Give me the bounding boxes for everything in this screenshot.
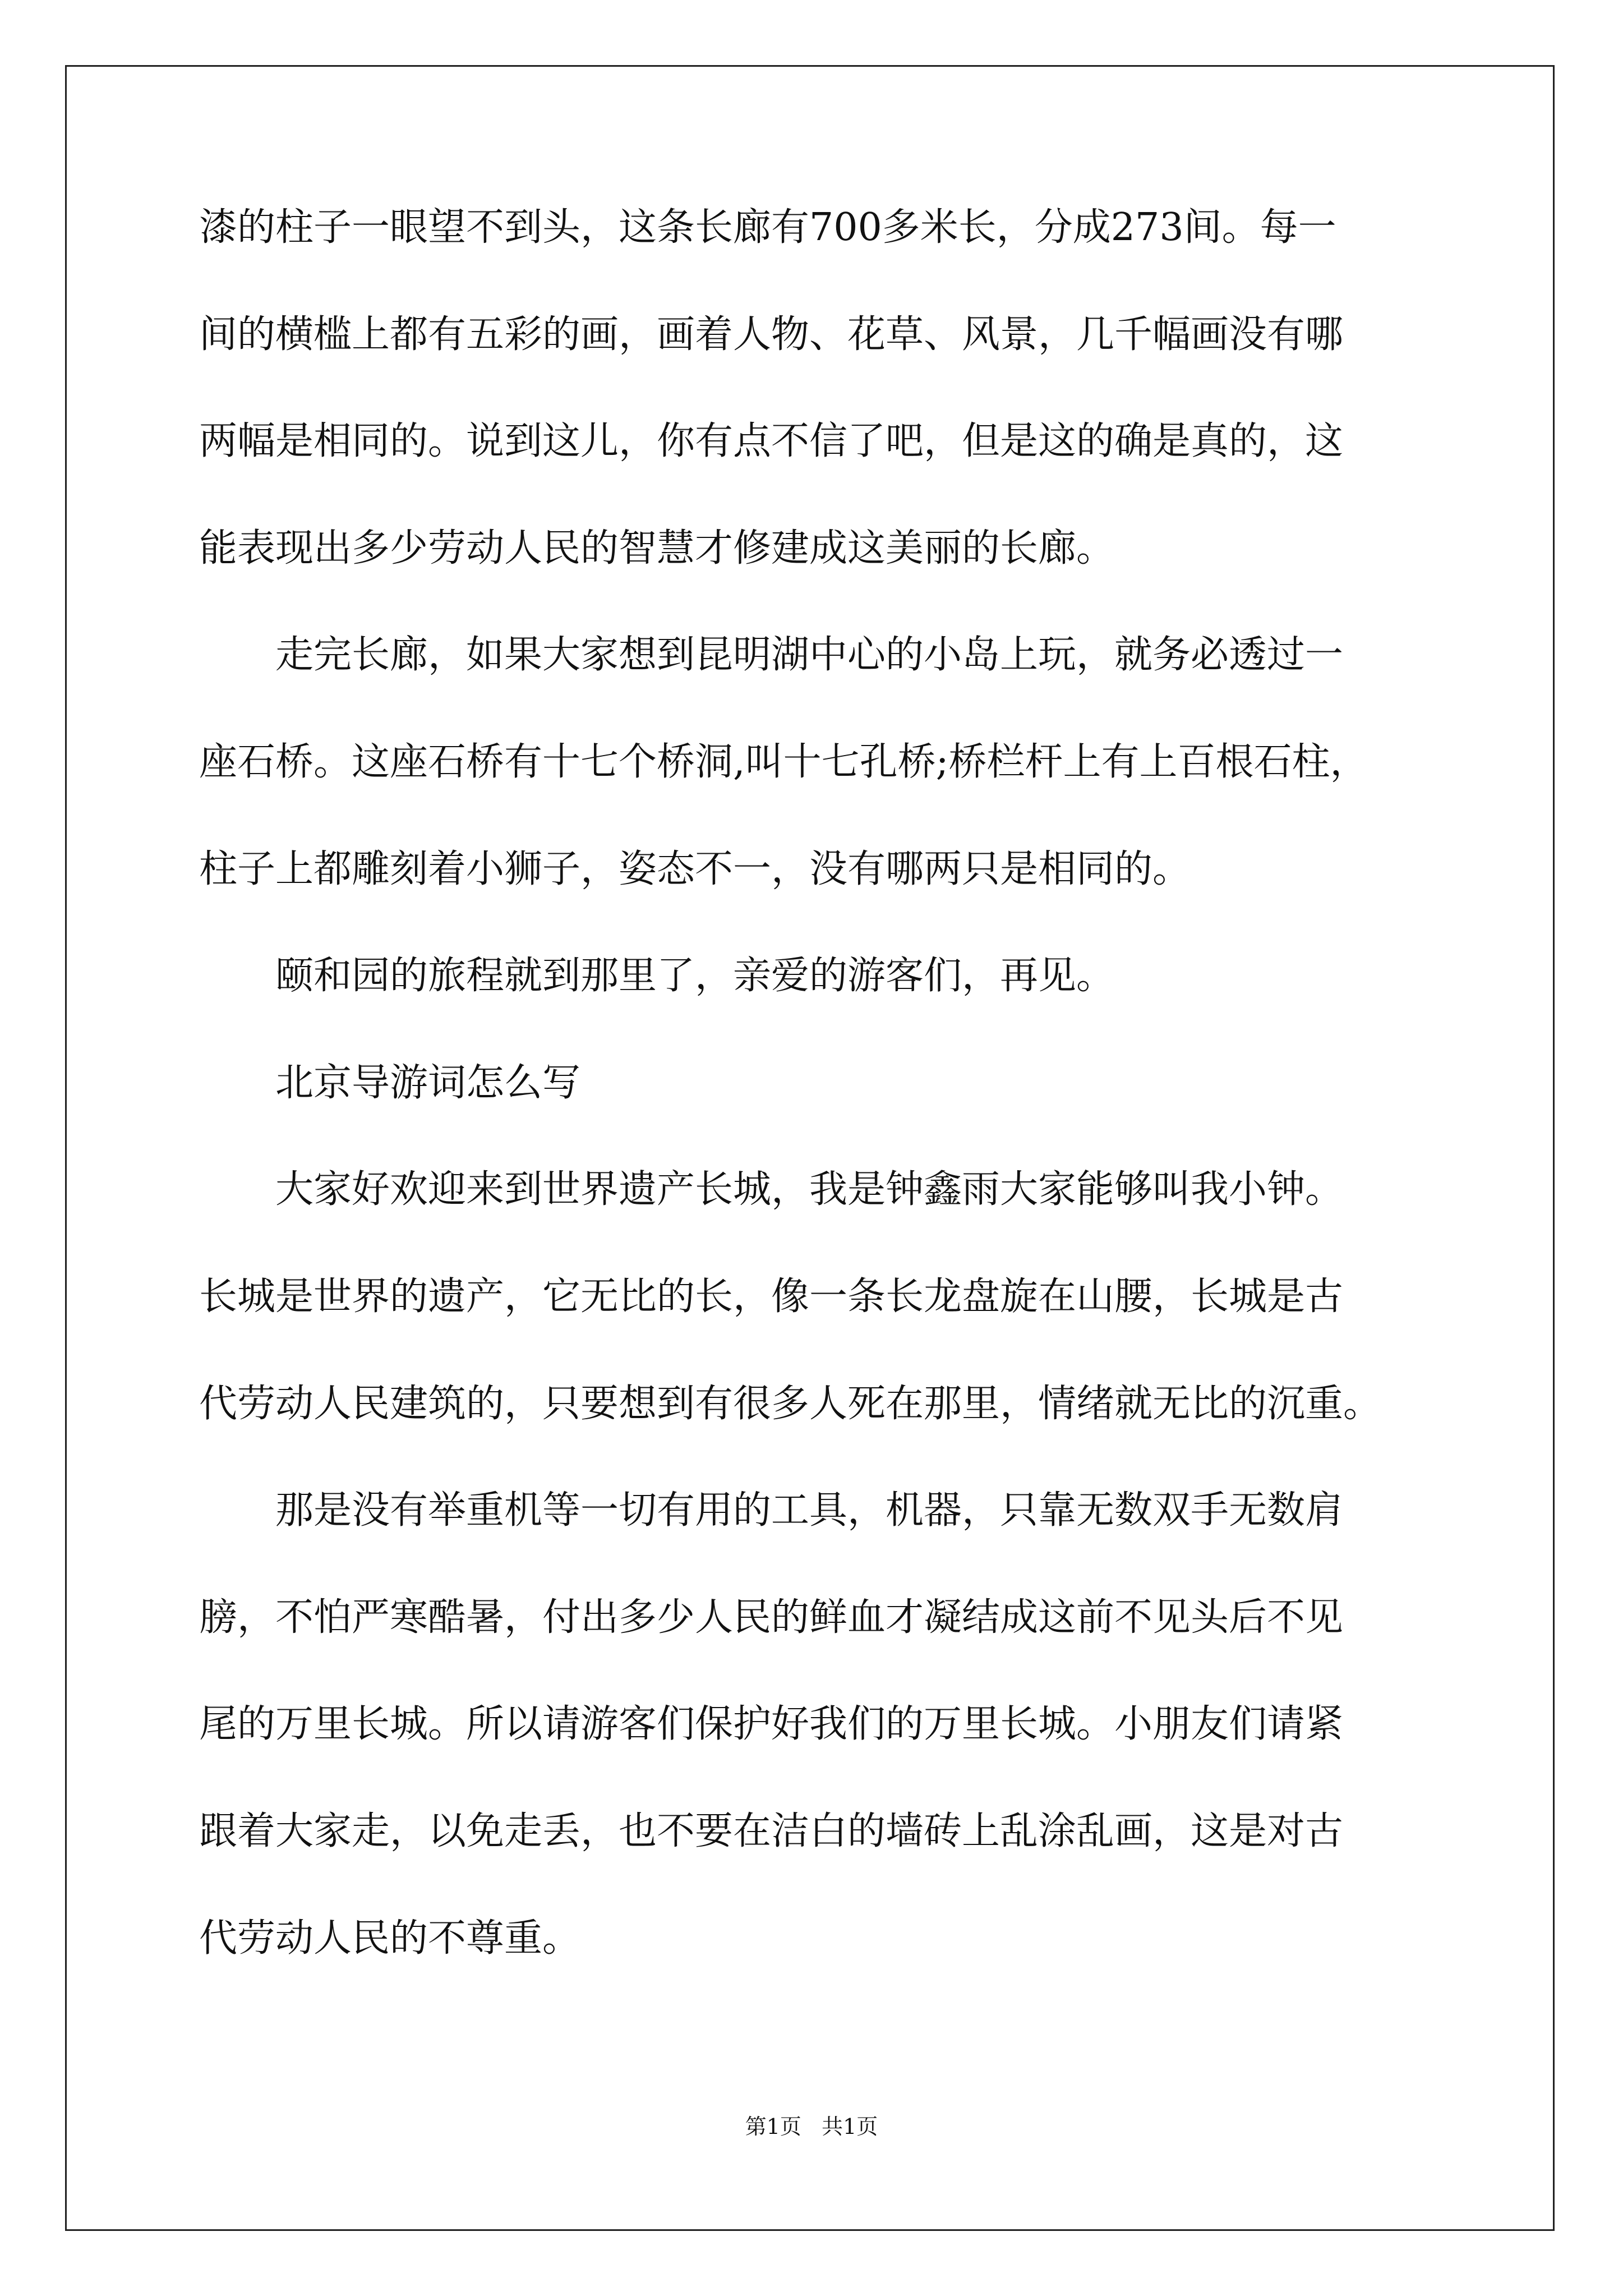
text-line: 尾的万里长城。所以请游客们保护好我们的万里长城。小朋友们请紧	[199, 1702, 1344, 1747]
text-line: 膀，不怕严寒酷暑，付出多少人民的鲜血才凝结成这前不见头后不见	[199, 1595, 1344, 1640]
text-line: 颐和园的旅程就到那里了，亲爱的游客们，再见。	[275, 954, 1115, 999]
text-line: 走完长廊，如果大家想到昆明湖中心的小岛上玩，就务必透过一	[275, 633, 1344, 678]
text-line: 那是没有举重机等一切有用的工具，机器，只靠无数双手无数肩	[275, 1488, 1344, 1533]
text-line: 跟着大家走，以免走丢，也不要在洁白的墙砖上乱涂乱画，这是对古	[199, 1809, 1344, 1853]
text-line: 能表现出多少劳动人民的智慧才修建成这美丽的长廊。	[199, 526, 1115, 570]
text-line: 两幅是相同的。说到这儿，你有点不信了吧，但是这的确是真的，这	[199, 419, 1344, 464]
page-footer: 第1页 共1页	[745, 2114, 878, 2139]
text-line: 大家好欢迎来到世界遗产长城，我是钟鑫雨大家能够叫我小钟。	[275, 1167, 1344, 1212]
text-line: 座石桥。这座石桥有十七个桥洞,叫十七孔桥;桥栏杆上有上百根石柱，	[199, 739, 1368, 784]
text-line: 代劳动人民建筑的，只要想到有很多人死在那里，情绪就无比的沉重。	[199, 1381, 1382, 1426]
text-line: 漆的柱子一眼望不到头，这条长廊有700多米长，分成273间。每一	[199, 205, 1336, 250]
text-line: 柱子上都雕刻着小狮子，姿态不一，没有哪两只是相同的。	[199, 846, 1191, 891]
text-line: 长城是世界的遗产，它无比的长，像一条长龙盘旋在山腰，长城是古	[199, 1274, 1344, 1319]
document-body	[199, 205, 1427, 2026]
section-heading: 北京导游词怎么写	[275, 1060, 581, 1105]
text-line: 间的横槛上都有五彩的画，画着人物、花草、风景，几千幅画没有哪	[199, 312, 1344, 357]
text-line: 代劳动人民的不尊重。	[199, 1916, 581, 1961]
